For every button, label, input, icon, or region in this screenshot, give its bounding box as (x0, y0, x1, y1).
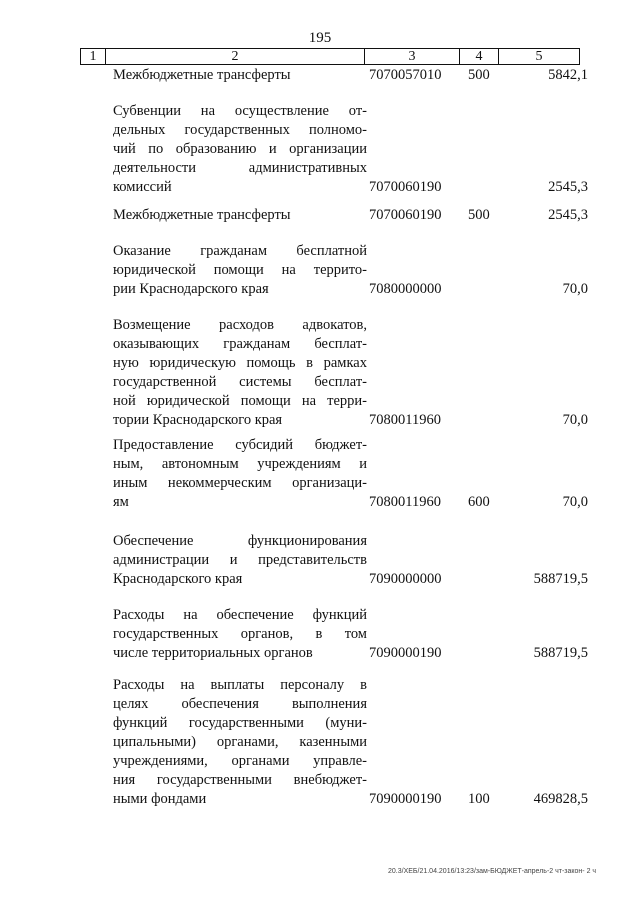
row-description-line: оказывающих гражданам бесплат- (113, 336, 367, 352)
column-header-5: 5 (499, 49, 580, 65)
row-description-line: государственной системы бесплат- (113, 374, 367, 390)
row-amount: 2545,3 (548, 207, 588, 223)
row-expense-type: 500 (468, 67, 490, 83)
row-code: 7090000190 (369, 791, 442, 807)
row-amount: 5842,1 (548, 67, 588, 83)
row-code: 7080011960 (369, 412, 441, 428)
column-header-3: 3 (365, 49, 460, 65)
row-description (113, 206, 367, 225)
row-description-line: государственных органов, в том (113, 626, 367, 642)
row-description-line: комиссий (113, 179, 172, 195)
row-description-line: Возмещение расходов адвокатов, (113, 317, 367, 333)
row-description-line: учреждениями, органами управле- (113, 753, 367, 769)
row-amount: 70,0 (562, 281, 588, 297)
row-description (113, 676, 367, 809)
row-description-line: деятельности административных (113, 160, 367, 176)
row-code: 7090000190 (369, 645, 442, 661)
row-description (113, 242, 367, 299)
budget-row (0, 242, 640, 299)
row-description-line: ную юридическую помощь в рамках (113, 355, 367, 371)
row-expense-type: 100 (468, 791, 490, 807)
row-expense-type: 500 (468, 207, 490, 223)
row-description-line: Предоставление субсидий бюджет- (113, 437, 367, 453)
row-description-line: Расходы на обеспечение функций (113, 607, 367, 623)
row-description-line: рии Краснодарского края (113, 281, 269, 297)
budget-row (0, 436, 640, 512)
budget-row (0, 102, 640, 197)
row-description (113, 66, 367, 85)
budget-row (0, 606, 640, 663)
page-number: 195 (308, 30, 332, 46)
row-description-line: ной юридической помощи на терри- (113, 393, 367, 409)
row-description-line: числе территориальных органов (113, 645, 313, 661)
row-amount: 2545,3 (548, 179, 588, 195)
row-description-line: юридической помощи на террито- (113, 262, 367, 278)
document-footer: 20.3/ХЕБ/21.04.2016/13:23/зам-БЮДЖЕТ-апрель-2 чт-закон- 2 ч (388, 868, 597, 875)
budget-row (0, 66, 640, 85)
row-description (113, 316, 367, 430)
row-code: 7070060190 (369, 179, 442, 195)
budget-row (0, 532, 640, 589)
row-code: 7070060190 (369, 207, 442, 223)
row-description-line: Оказание гражданам бесплатной (113, 243, 367, 259)
row-amount: 70,0 (562, 494, 588, 510)
column-header-1: 1 (81, 49, 106, 65)
row-description-line: дельных государственных полномо- (113, 122, 367, 138)
column-header-table (80, 48, 580, 65)
row-description-line: ципальными) органами, казенными (113, 734, 367, 750)
row-description-line: ния государственными внебюджет- (113, 772, 367, 788)
row-description-line: иным некоммерческим организаци- (113, 475, 367, 491)
row-description (113, 102, 367, 197)
budget-row (0, 676, 640, 809)
row-expense-type: 600 (468, 494, 490, 510)
row-description-line: Межбюджетные трансферты (113, 207, 291, 223)
row-description (113, 436, 367, 512)
row-amount: 469828,5 (533, 791, 588, 807)
column-header-4: 4 (460, 49, 499, 65)
column-header-2: 2 (106, 49, 365, 65)
row-description-line: тории Краснодарского края (113, 412, 283, 428)
row-description-line: Обеспечение функционирования (113, 533, 367, 549)
row-amount: 70,0 (562, 412, 588, 428)
row-description-line: функций государственными (муни- (113, 715, 367, 731)
row-description-line: Межбюджетные трансферты (113, 67, 291, 83)
row-amount: 588719,5 (533, 645, 588, 661)
row-code: 7080011960 (369, 494, 441, 510)
row-description-line: ям (113, 494, 129, 510)
row-description (113, 606, 367, 663)
row-description-line: чий по образованию и организации (113, 141, 367, 157)
row-amount: 588719,5 (533, 571, 588, 587)
budget-row (0, 206, 640, 225)
row-description-line: Субвенции на осуществление от- (113, 103, 367, 119)
row-description-line: целях обеспечения выполнения (113, 696, 367, 712)
row-code: 7090000000 (369, 571, 442, 587)
row-code: 7070057010 (369, 67, 442, 83)
row-description-line: администрации и представительств (113, 552, 367, 568)
row-description-line: Краснодарского края (113, 571, 243, 587)
budget-row (0, 316, 640, 430)
row-description-line: ным, автономным учреждениям и (113, 456, 367, 472)
row-description-line: Расходы на выплаты персоналу в (113, 677, 367, 693)
row-description (113, 532, 367, 589)
row-description-line: ными фондами (113, 791, 207, 807)
row-code: 7080000000 (369, 281, 442, 297)
